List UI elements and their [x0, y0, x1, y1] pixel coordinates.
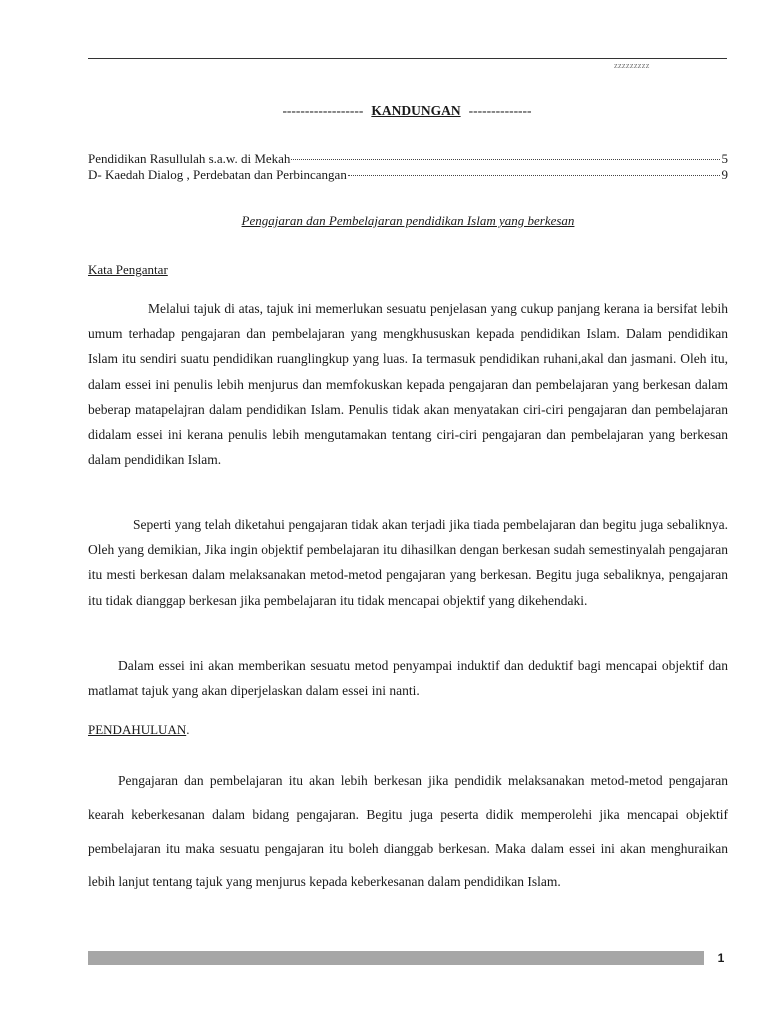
toc-entry-label: D- Kaedah Dialog , Perdebatan dan Perbincangan — [88, 167, 347, 182]
essay-title: Pengajaran dan Pembelajaran pendidikan Islam yang berkesan — [241, 213, 575, 228]
toc-title — [0, 103, 768, 119]
toc-heading: KANDUNGAN — [371, 103, 461, 118]
intro-paragraph: Dalam essei ini akan memberikan sesuatu metod penyampai induktif dan deduktif bagi mencapai objektif dan matlamat tajuk yang akan diperjelaskan dalam essei ini nanti. — [88, 658, 728, 699]
intro-paragraph: Seperti yang telah diketahui pengajaran tidak akan terjadi jika tiada pembelajaran dan begitu juga sebaliknya. Oleh yang demikian, Jika ingin objektif pembelajaran itu dihasilkan dengan berkesan sudah semestinyalah pengajaran itu mesti berkesan dalam melaksanakan metod-metod pengajaran yang berkesan. Begitu juga sebaliknya, pengajaran itu tidak dianggap berkesan jika pembelajaran itu tidak mencapai objektif yang dikehendaki. — [88, 517, 728, 608]
toc-entry-label: Pendidikan Rasullulah s.a.w. di Mekah — [88, 151, 291, 166]
pendahuluan-heading-suffix: . — [186, 722, 190, 737]
toc-entry-page: 9 — [721, 167, 728, 182]
footer-bar — [88, 951, 704, 965]
toc-entry-page: 5 — [721, 151, 728, 166]
pendahuluan-heading: PENDAHULUAN — [88, 722, 187, 737]
toc-entry[interactable] — [88, 151, 728, 167]
toc-dashes-right: -------------- — [468, 103, 532, 118]
header-code: ZZZZZZZZZ — [614, 64, 650, 70]
toc-leader — [291, 159, 719, 160]
pendahuluan-heading-wrap — [88, 722, 189, 738]
toc-leader — [348, 175, 720, 176]
header-rule — [88, 58, 727, 59]
toc-entry[interactable] — [88, 167, 728, 183]
pendahuluan-paragraph: Pengajaran dan pembelajaran itu akan lebih berkesan jika pendidik melaksanakan metod-metod pengajaran kearah keberkesanan dalam bidang pengajaran. Begitu juga peserta didik memperolehi jika mencapai objektif pembelajaran itu maka sesuatu pengajaran itu boleh dianggab berkesan. Maka dalam essei ini akan menghuraikan lebih lanjut tentang tajuk yang menjurus kepada keberkesanan dalam pendidikan Islam. — [88, 773, 728, 890]
intro-paragraph: Melalui tajuk di atas, tajuk ini memerlukan sesuatu penjelasan yang cukup panjang kerana ia bersifat lebih umum terhadap pengajaran dan pembelajaran yang mengkhususkan kepada pendidikan Islam. Dalam pendidikan Islam itu sendiri suatu pendidikan ruanglingkup yang luas. Ia termasuk pendidikan ruhani,akal dan jasmani. Oleh itu, dalam essei ini penulis lebih menjurus dan memfokuskan kepada pengajaran dan pembelajaran yang berkesan dalam beberap matapelajran dalam pendidikan Islam. Penulis tidak akan menyatakan ciri-ciri pengajaran dan pembelajaran didalam essei ini kerana penulis lebih mengutamakan tentang ciri-ciri pengajaran dan pembelajaran yang berkesan dalam pendidikan Islam. — [88, 301, 728, 468]
page-number: 1 — [717, 951, 725, 965]
kata-pengantar-heading: Kata Pengantar — [88, 262, 168, 277]
toc-dashes-left: ------------------ — [282, 103, 364, 118]
